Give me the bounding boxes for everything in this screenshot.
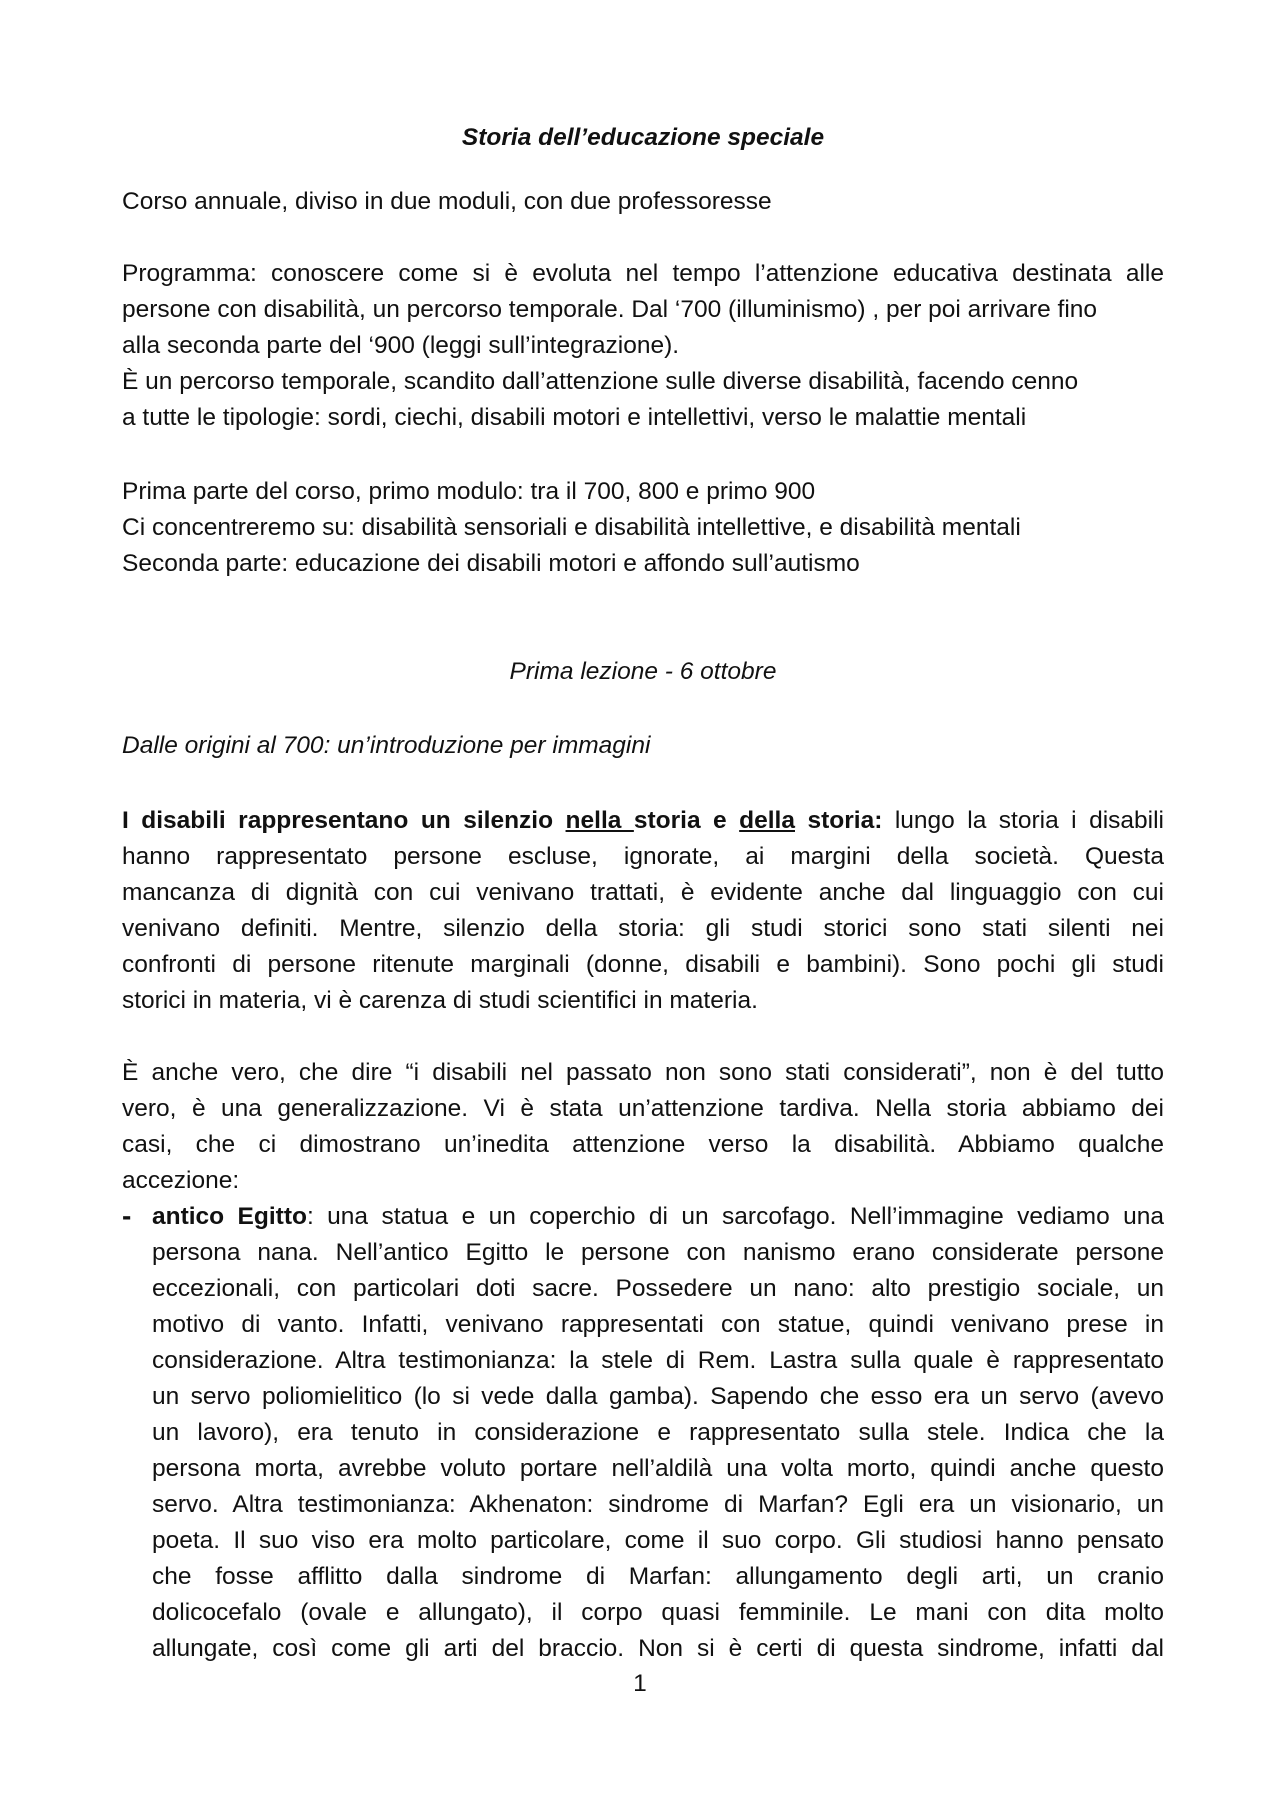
egitto-line: un servo poliomielitico (lo si vede dalla gamba). Sapendo che esso era un servo (avevo bbox=[152, 1383, 1164, 1410]
egitto-line: un lavoro), era tenuto in considerazione e rappresentato sulla stele. Indica che la bbox=[152, 1419, 1164, 1446]
anche-line: casi, che ci dimostrano un’inedita attenzione verso la disabilità. Abbiamo qualche bbox=[122, 1131, 1164, 1158]
silenzio-line: venivano definiti. Mentre, silenzio della storia: gli studi storici sono stati silenti nei bbox=[122, 915, 1164, 942]
silenzio-line: hanno rappresentato persone escluse, ignorate, ai margini della società. Questa bbox=[122, 843, 1164, 870]
silenzio-bold-suffix: storia: bbox=[795, 807, 883, 834]
egitto-line: dolicocefalo (ovale e allungato), il corpo quasi femminile. Le mani con dita molto bbox=[152, 1599, 1164, 1626]
egitto-list-item bbox=[122, 1199, 1164, 1667]
silenzio-first-line bbox=[122, 803, 1164, 839]
silenzio-line: storici in materia, vi è carenza di studi scientifici in materia. bbox=[122, 987, 758, 1014]
silenzio-bold-prefix: I disabili rappresentano un silenzio bbox=[122, 807, 566, 834]
section-heading: Dalle origini al 700: un’introduzione per immagini bbox=[122, 732, 651, 759]
programma-line: persone con disabilità, un percorso temporale. Dal ‘700 (illuminismo) , per poi arrivare fino bbox=[122, 296, 1098, 323]
silenzio-underline-della: della bbox=[739, 807, 795, 834]
egitto-first-line-rest: : una statua e un coperchio di un sarcofago. Nell’immagine vediamo una bbox=[306, 1203, 1164, 1230]
parti-line: Prima parte del corso, primo modulo: tra il 700, 800 e primo 900 bbox=[122, 478, 816, 505]
egitto-bold: antico Egitto bbox=[152, 1203, 307, 1230]
silenzio-line: confronti di persone ritenute marginali (donne, disabili e bambini). Sono pochi gli studi bbox=[122, 951, 1164, 978]
egitto-line: eccezionali, con particolari doti sacre. Possedere un nano: alto prestigio sociale, un bbox=[152, 1275, 1164, 1302]
silenzio-line: mancanza di dignità con cui venivano trattati, è evidente anche dal linguaggio con cui bbox=[122, 879, 1164, 906]
silenzio-paragraph bbox=[122, 803, 1164, 1019]
programma-paragraph bbox=[122, 256, 1164, 436]
bullet-dash: - bbox=[122, 1200, 132, 1231]
egitto-line: persona nana. Nell’antico Egitto le persone con nanismo erano considerate persone bbox=[152, 1239, 1164, 1266]
egitto-line: considerazione. Altra testimonianza: la stele di Rem. Lastra sulla quale è rappresentato bbox=[152, 1347, 1164, 1374]
silenzio-bold-mid: storia e bbox=[633, 807, 740, 834]
page-number: 1 bbox=[633, 1670, 647, 1697]
egitto-line: che fosse afflitto dalla sindrome di Marfan: allungamento degli arti, un cranio bbox=[152, 1563, 1164, 1590]
egitto-line: servo. Altra testimonianza: Akhenaton: sindrome di Marfan? Egli era un visionario, un bbox=[152, 1491, 1164, 1518]
programma-line: È un percorso temporale, scandito dall’attenzione sulle diverse disabilità, facendo cenno bbox=[122, 368, 1079, 395]
intro-text: Corso annuale, diviso in due moduli, con due professoresse bbox=[122, 188, 772, 215]
anche-line: È anche vero, che dire “i disabili nel passato non sono stati considerati”, non è del tutto bbox=[122, 1059, 1164, 1086]
parti-line: Ci concentreremo su: disabilità sensoriali e disabilità intellettive, e disabilità mentali bbox=[122, 514, 1021, 541]
egitto-line: motivo di vanto. Infatti, venivano rappresentati con statue, quindi venivano prese in bbox=[152, 1311, 1164, 1338]
lesson-heading: Prima lezione - 6 ottobre bbox=[509, 658, 777, 685]
parti-line: Seconda parte: educazione dei disabili motori e affondo sull’autismo bbox=[122, 550, 860, 577]
egitto-first-line bbox=[152, 1199, 1164, 1235]
egitto-line: poeta. Il suo viso era molto particolare, come il suo corpo. Gli studiosi hanno pensato bbox=[152, 1527, 1164, 1554]
egitto-line: persona morta, avrebbe voluto portare nell’aldilà una volta morto, quindi anche questo bbox=[152, 1455, 1164, 1482]
anche-paragraph bbox=[122, 1055, 1164, 1199]
programma-line: Programma: conoscere come si è evoluta nel tempo l’attenzione educativa destinata alle bbox=[122, 260, 1164, 287]
anche-line: vero, è una generalizzazione. Vi è stata un’attenzione tardiva. Nella storia abbiamo dei bbox=[122, 1095, 1164, 1122]
egitto-line: allungate, così come gli arti del braccio. Non si è certi di questa sindrome, infatti dal bbox=[152, 1635, 1164, 1662]
document-title: Storia dell’educazione speciale bbox=[461, 124, 825, 151]
anche-line: accezione: bbox=[122, 1167, 240, 1194]
programma-line: alla seconda parte del ‘900 (leggi sull’integrazione). bbox=[122, 332, 680, 359]
silenzio-underline-nella: nella bbox=[565, 807, 634, 834]
parti-paragraph bbox=[122, 474, 1164, 582]
programma-line: a tutte le tipologie: sordi, ciechi, disabili motori e intellettivi, verso le malattie mentali bbox=[122, 404, 1027, 431]
silenzio-first-line-rest: lungo la storia i disabili bbox=[882, 807, 1164, 834]
